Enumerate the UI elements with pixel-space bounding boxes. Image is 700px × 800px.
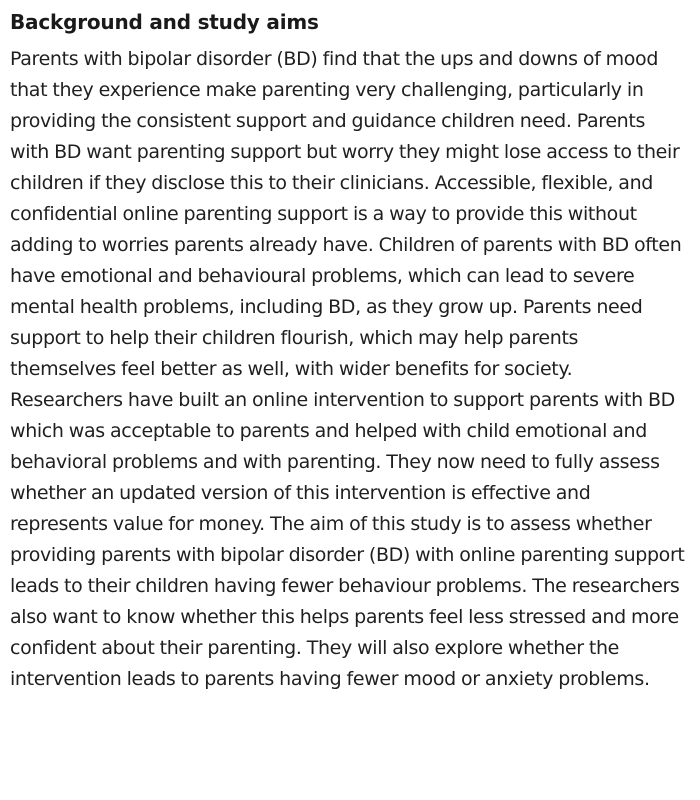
section-heading: Background and study aims bbox=[10, 10, 319, 34]
background-section bbox=[10, 8, 686, 695]
section-paragraph: Parents with bipolar disorder (BD) find that the ups and downs of mood that they experience make parenting very challenging, particularly in providing the consistent support and guidance children need. Parents with BD want parenting support but worry they might lose access to their children if they disclose this to their clinicians. Accessible, flexible, and confidential online parenting support is a way to provide this without adding to worries parents already have. Children of parents with BD often have emotional and behavioural problems, which can lead to severe mental health problems, including BD, as they grow up. Parents need support to help their children flourish, which may help parents themselves feel better as well, with wider benefits for society. Researchers have built an online intervention to support parents with BD which was acceptable to parents and helped with child emotional and behavioral problems and with parenting. They now need to fully assess whether an updated version of this intervention is effective and represents value for money. The aim of this study is to assess whether providing parents with bipolar disorder (BD) with online parenting support leads to their children having fewer behaviour problems. The researchers also want to know whether this helps parents feel less stressed and more confident about their parenting. They will also explore whether the intervention leads to parents having fewer mood or anxiety problems. bbox=[10, 48, 685, 690]
